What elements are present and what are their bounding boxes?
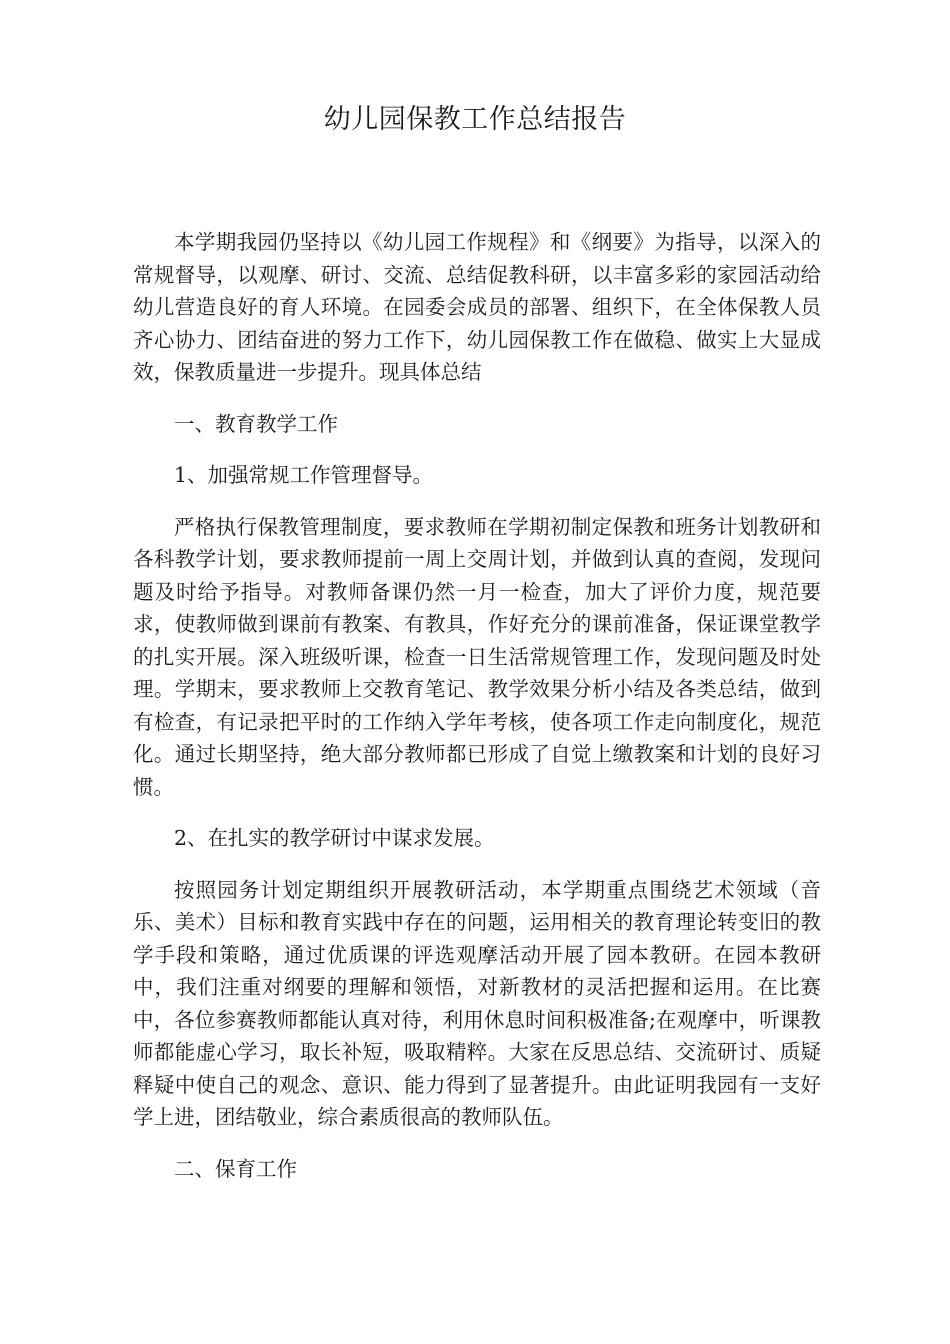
intro-paragraph: 本学期我园仍坚持以《幼儿园工作规程》和《纲要》为指导，以深入的常规督导，以观摩、研讨、交流、总结促教科研，以丰富多彩的家园活动给幼儿营造良好的育人环境。在园委会成员的部署、组织下，在全体保教人员齐心协力、团结奋进的努力工作下，幼儿园保教工作在做稳、做实上大显成效，保教质量进一步提升。现具体总结: [133, 230, 821, 384]
research-paragraph: 按照园务计划定期组织开展教研活动，本学期重点围绕艺术领域（音乐、美术）目标和教育实践中存在的问题，运用相关的教育理论转变旧的教学手段和策略，通过优质课的评选观摩活动开展了园本教研。在园本教研中，我们注重对纲要的理解和领悟，对新教材的灵活把握和运用。在比赛中，各位参赛教师都能认真对待，利用休息时间积极准备;在观摩中，听课教师都能虚心学习，取长补短，吸取精粹。大家在反思总结、交流研讨、质疑释疑中使自己的观念、意识、能力得到了显著提升。由此证明我园有一支好学上进，团结敬业，综合素质很高的教师队伍。: [133, 877, 821, 1129]
routine-paragraph: 严格执行保教管理制度，要求教师在学期初制定保教和班务计划教研和各科教学计划，要求教师提前一周上交周计划，并做到认真的查阅，发现问题及时给予指导。对教师备课仍然一月一检查，加大了评价力度，规范要求，使教师做到课前有教案、有教具，作好充分的课前准备，保证课堂教学的扎实开展。深入班级听课，检查一日生活常规管理工作，发现问题及时处理。学期末，要求教师上交教育笔记、教学效果分析小结及各类总结，做到有检查，有记录把平时的工作纳入学年考核，使各项工作走向制度化，规范化。通过长期坚持，绝大部分教师都已形成了自觉上缴教案和计划的良好习惯。: [133, 514, 821, 799]
subsection-heading-routine: 1、加强常规工作管理督导。: [174, 463, 434, 487]
subsection-heading-research: 2、在扎实的教学研讨中谋求发展。: [174, 826, 495, 850]
section-heading-education: 一、教育教学工作: [174, 411, 338, 436]
document-body: [133, 226, 821, 1185]
document-title: 幼儿园保教工作总结报告: [323, 104, 627, 135]
section-heading-childcare: 二、保育工作: [174, 1156, 297, 1181]
